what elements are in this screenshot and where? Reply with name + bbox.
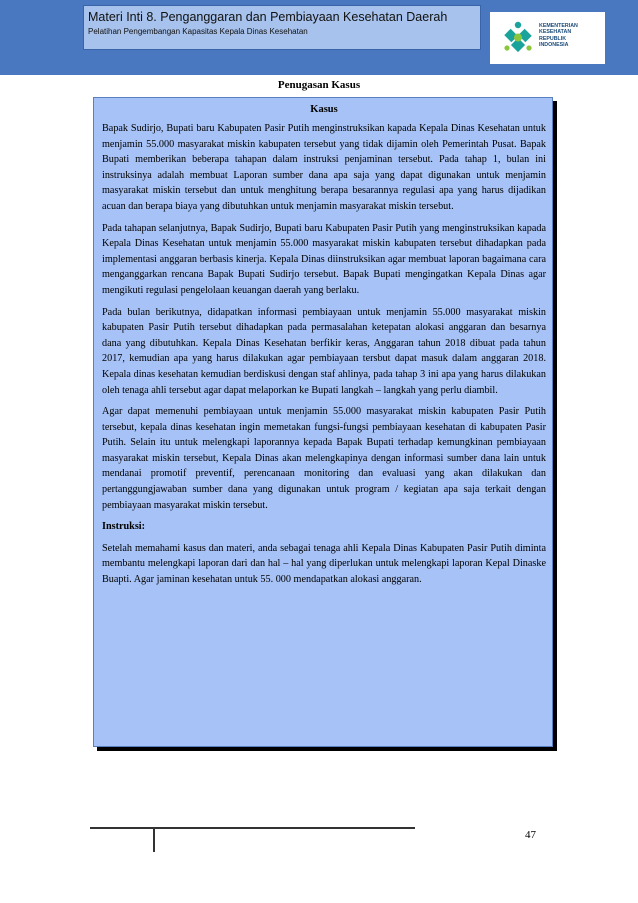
logo-line: KEMENTERIAN — [539, 23, 578, 29]
page-number: 47 — [525, 829, 536, 841]
instruction-text: Setelah memahami kasus dan materi, anda sebagai tenaga ahli Kepala Dinas Kabupaten Pasir Putih diminta membantu melengkapi laporan dari dan hal – hal yang diperlukan untuk melengkapi laporan Kepal Dinaske Buapti. Agar jaminan kesehatan untuk 55. 000 mendapatkan alokasi anggaran. — [102, 542, 546, 586]
logo-line: INDONESIA — [539, 42, 569, 49]
header-title-box — [83, 5, 481, 50]
instruction-heading: Instruksi: — [102, 521, 146, 533]
section-title: Penugasan Kasus — [277, 79, 361, 91]
case-title: Kasus — [310, 104, 338, 115]
logo-line: REPUBLIK — [539, 35, 567, 42]
case-paragraph: Agar dapat memenuhi pembiayaan untuk menjamin 55.000 masyarakat miskin kabupaten Pasir Putih tersebut, kepala dinas kesehatan ingin memetakan fungsi-fungsi pembiayaan kesehatan di kabupaten Pasir Putih. Selain itu untuk melengkapi laporannya kepada Bapak Bupati terhadap kemungkinan pembiayaan masyarakat miskin tersebut, Kepala Dinas akan melengkapinya dengan informasi sumber dana lain untuk mendanai promotif preventif, perencanaan monitoring dan evaluasi yang akan dilakukan dan pertanggungjawaban sumber dana yang digunakan untuk program / kegiatan apa saja terkait dengan pembiayaan masyarakat miskin tersebut. — [102, 406, 546, 511]
ministry-logo-icon — [500, 20, 536, 56]
case-box — [93, 97, 553, 747]
footer-rule — [90, 827, 415, 829]
footer-rule-tick — [153, 827, 155, 852]
case-paragraph: Pada tahapan selanjutnya, Bapak Sudirjo, Bupati baru Kabupaten Pasir Putih yang menginstruksikan kapada Kepala Dinas Kesehatan untuk menjamin 55.000 masyarakat miskin kabupaten tersebut dihadapkan pada implementasi anggaran berbasis kinerja. Kepala Dinas diinstruksikan agar membuat laporan bagaimana cara menganggarkan rencana Bapak Bupati Sudirjo tersebut. Bapak Bupati mengingatkan Kepala Dinas agar mengikuti regulasi pengelolaan keuangan daerah yang berlaku. — [102, 222, 546, 296]
case-paragraph: Bapak Sudirjo, Bupati baru Kabupaten Pasir Putih menginstruksikan kapada Kepala Dinas Kesehatan untuk menjamin 55.000 masyarakat miskin kabupaten tersebut yang tidak dijamin oleh Pemerintah Pusat. Bapak Bupati memberikan beberapa tahapan dalam instruksi penjaminan tersebut. Pada tahap 1, bulan ini instruksinya adalah membuat Laporan sumber dana apa saja yang dapat digunakan untuk menjamin masyarakat miskin tersebut dan untuk menghitung berapa besarannya regulasi apa yang harus dijadikan acuan dan berapa biaya yang dibutuhkan untuk menjamin masyarakat miskin tersebut. — [102, 123, 546, 212]
header-subtitle: Pelatihan Pengembangan Kapasitas Kepala Dinas Kesehatan — [88, 27, 308, 36]
case-paragraph: Pada bulan berikutnya, didapatkan informasi pembiayaan untuk menjamin 55.000 masyarakat miskin kabupaten Pasir Putih tersebut dihadapkan pada permasalahan ketepatan alokasi anggaran dan besarnya dana yang dibutuhkan. Kepala Dinas Kesehatan berfikir keras, Anggaran tahun 2018 dibuat pada tahun 2017, kemudian apa yang harus dilakukan agar pembiayaan tersbut dapat masuk dalam anggaran 2018. Kepala dinas kesehatan kemudian berdiskusi dengan staf ahlinya, pada tahap 3 ini apa yang harus dilakukan oleh tenaga ahli tersebut agar dapat melaporkan ke Bupati langkah – langkah yang perlu diambil. — [102, 306, 546, 396]
page-header — [0, 0, 638, 75]
ministry-logo — [490, 12, 605, 64]
logo-line: KESEHATAN — [539, 29, 572, 36]
header-title: Materi Inti 8. Penganggaran dan Pembiayaan Kesehatan Daerah — [88, 10, 448, 24]
ministry-logo-text — [539, 23, 578, 49]
